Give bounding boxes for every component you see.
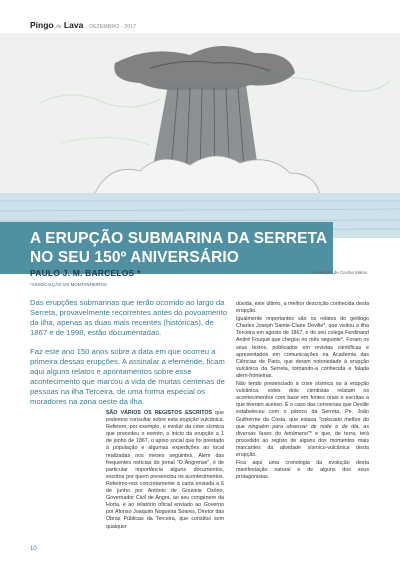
body-text: que podemos consultar sobre esta erupção vulcânica. Referem, por exemplo, o evoluir da crise sísmica que precedeu o evento, o início da erupção a 1 de junho de 1867, o apoio social que foi prestado à população e algumas expedições ao local realizadas nos meses seguintes. Além das frequentes notícias do jornal "O Angrense", é de particular importância alguns documentos, escritos por quem presenciou os acontecimentos. Referimo-nos concretamente à carta enviada a 6 de junho por António de Gouveia Osório, Governador Civil de Angra, ao seu congénere da Horta, e ao relatório oficial enviado ao Governo por Afonso Joaquim Nogueira Soares, Diretor das Obras Públicas da Terceira, que constitui sem qualquer [106,410,224,530]
lead-paragraph-1: Das erupções submarinas que terão ocorrido ao largo da Serreta, provavelmente recorrentes antes do povoamento da ilha, apenas as duas mais recentes (históricas), de 1867 e de 1998, estão documentadas. [30,298,227,337]
body-lead-in: SÃO VÁRIOS OS REGISTOS ESCRITOS [106,410,213,416]
eruption-illustration [0,33,400,238]
author-affiliation: *ASSOCIAÇÃO OS MONTANHEIROS [30,282,107,287]
body-paragraph: Não tendo presenciado à crise sísmica ou à erupção vulcânica, estes dois cientistas relatam os acontecimentos com base em fontes orais e escritas a que tiveram acesso. É o caso das conversas que Deville estabeleceu com o pároco da Serreta, Pe. João Guilherme da Costa, que estava "colocado melhor do que ninguém para observar de noite e de dia, as diversas fases do fenómeno"* e que, de terra, terá procedido ao registo de alguns dos momentos mais marcantes da atividade sísmico-vulcânica desta erupção. [236,381,369,458]
issue-date: DEZEMBRO - 2017 [89,24,137,30]
article-author: PAULO J. M. BARCELOS * [30,268,141,278]
magazine-brand: Pingo de Lava [30,20,84,30]
body-paragraph: dúvida, este último, a melhor descrição conhecida desta erupção. [236,301,369,315]
lead-paragraph-2: Faz este ano 150 anos sobre a data em que ocorreu a primeira dessas erupções. A assinalar a efeméride, ficam aqui alguns relatos e apontamentos sobre esse acontecimento que marcou a vida de muitas centenas de pessoas na ilha Terceira, de uma forma especial os moradores na zona oeste da ilha. [30,347,225,406]
body-column-1 [106,410,224,532]
page-header [30,20,370,32]
body-paragraph: Igualmente importantes são os relatos do geólogo Charles Joseph Sainte-Claire Deville*, que visitou a ilha Terceira em agosto de 1867, e do seu colega Ferdinand André Fouqué que chegou no mês seguinte*. Foram os seus textos, publicados em revistas científicas e apresentados em comunicações na Academia das Ciências de Paris, que deram notoriedade à erupção vulcânica da Serreta, tornando-a conhecida e falada além-fronteiras. [236,316,369,379]
quote: "colocado melhor do que ninguém para observar de noite e de dia, as diversas fases do fenómeno" [236,416,369,437]
body-paragraph: Fica aqui uma cronologia da evolução desta manifestação natural e de alguns dos seus protagonistas. [236,460,369,481]
body-column-2 [236,301,369,482]
illustration-credit: Ilustração de Cecília Matos [313,270,368,275]
page-number: 10 [30,546,37,552]
article-title: A ERUPÇÃO SUBMARINA DA SERRETA NO SEU 150º ANIVERSÁRIO [30,230,328,266]
